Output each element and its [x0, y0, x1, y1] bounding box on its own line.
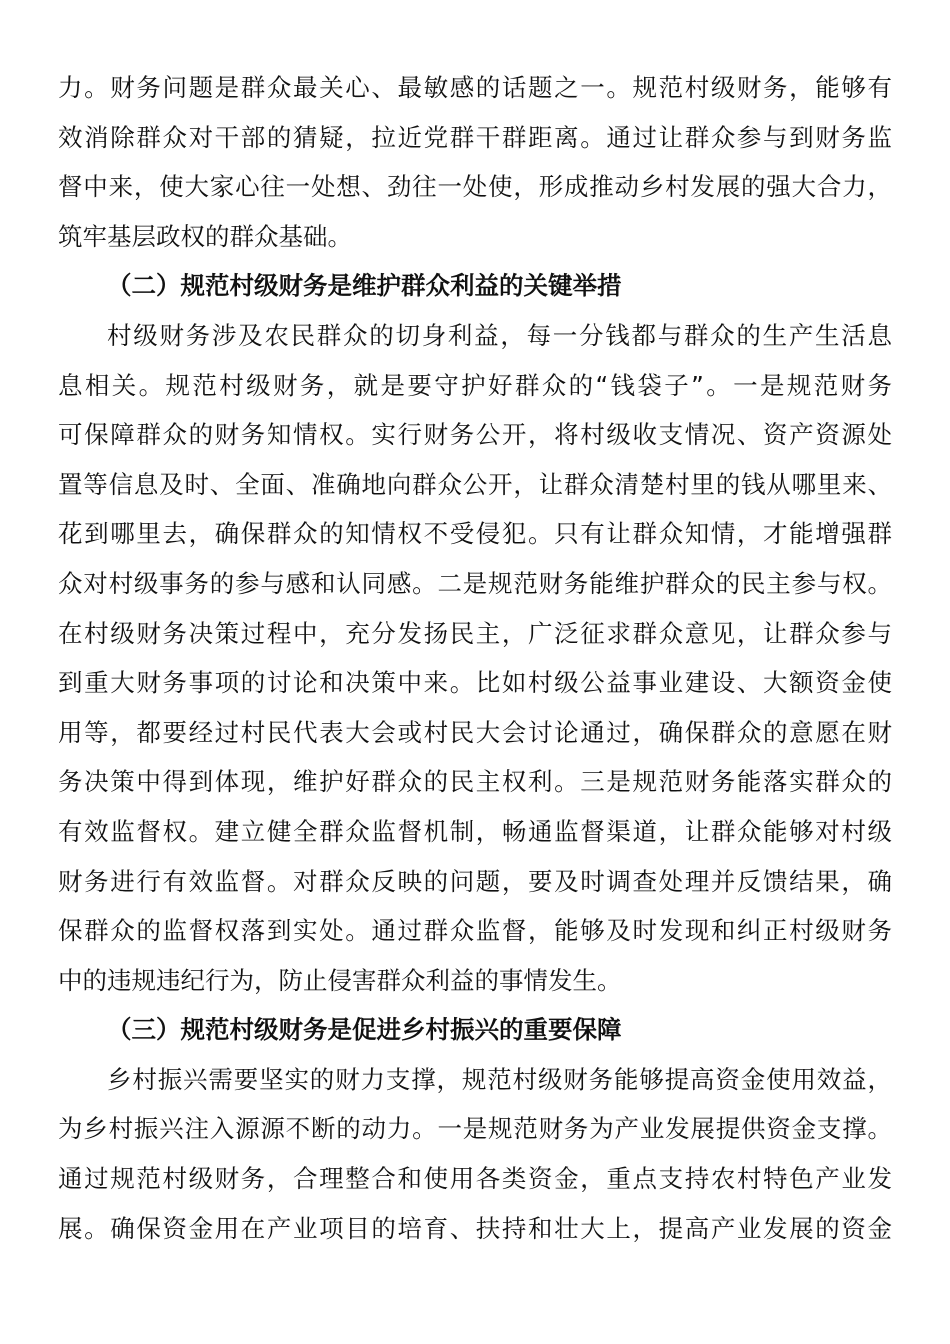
paragraph-line: 村级财务涉及农民群众的切身利益，每一分钱都与群众的生产生活息 — [107, 320, 892, 350]
paragraph-line: 财务进行有效监督。对群众反映的问题，要及时调查处理并反馈结果，确 — [58, 866, 892, 896]
paragraph-line: 为乡村振兴注入源源不断的动力。一是规范财务为产业发展提供资金支撑。 — [58, 1114, 892, 1144]
paragraph-line: 置等信息及时、全面、准确地向群众公开，让群众清楚村里的钱从哪里来、 — [58, 469, 892, 499]
section-heading-3: （三）规范村级财务是促进乡村振兴的重要保障 — [107, 1015, 622, 1045]
paragraph-line: 有效监督权。建立健全群众监督机制，畅通监督渠道，让群众能够对村级 — [58, 816, 892, 846]
paragraph-line: 筑牢基层政权的群众基础。 — [58, 221, 352, 251]
paragraph-line: 用等，都要经过村民代表大会或村民大会讨论通过，确保群众的意愿在财 — [58, 717, 892, 747]
paragraph-line: 展。确保资金用在产业项目的培育、扶持和壮大上，提高产业发展的资金 — [58, 1213, 892, 1243]
paragraph-line: 花到哪里去，确保群众的知情权不受侵犯。只有让群众知情，才能增强群 — [58, 519, 892, 549]
paragraph-line: 中的违规违纪行为，防止侵害群众利益的事情发生。 — [58, 965, 622, 995]
paragraph-line: 可保障群众的财务知情权。实行财务公开，将村级收支情况、资产资源处 — [58, 420, 892, 450]
paragraph-line: 力。财务问题是群众最关心、最敏感的话题之一。规范村级财务，能够有 — [58, 73, 892, 102]
document-body — [58, 63, 892, 1253]
paragraph-line: 通过规范村级财务，合理整合和使用各类资金，重点支持农村特色产业发 — [58, 1164, 892, 1194]
paragraph-line: 众对村级事务的参与感和认同感。二是规范财务能维护群众的民主参与权。 — [58, 568, 892, 598]
paragraph-line: 务决策中得到体现，维护好群众的民主权利。三是规范财务能落实群众的 — [58, 767, 892, 797]
paragraph-line: 乡村振兴需要坚实的财力支撑，规范村级财务能够提高资金使用效益， — [107, 1064, 892, 1094]
paragraph-line: 保群众的监督权落到实处。通过群众监督，能够及时发现和纠正村级财务 — [58, 916, 892, 946]
section-heading-2: （二）规范村级财务是维护群众利益的关键举措 — [107, 271, 622, 301]
paragraph-line: 督中来，使大家心往一处想、劲往一处使，形成推动乡村发展的强大合力， — [58, 172, 892, 202]
paragraph-line: 效消除群众对干部的猜疑，拉近党群干群距离。通过让群众参与到财务监 — [58, 122, 892, 152]
paragraph-line: 息相关。规范村级财务，就是要守护好群众的“钱袋子”。一是规范财务 — [58, 370, 892, 400]
paragraph-line: 在村级财务决策过程中，充分发扬民主，广泛征求群众意见，让群众参与 — [58, 618, 892, 648]
paragraph-line: 到重大财务事项的讨论和决策中来。比如村级公益事业建设、大额资金使 — [58, 668, 892, 698]
